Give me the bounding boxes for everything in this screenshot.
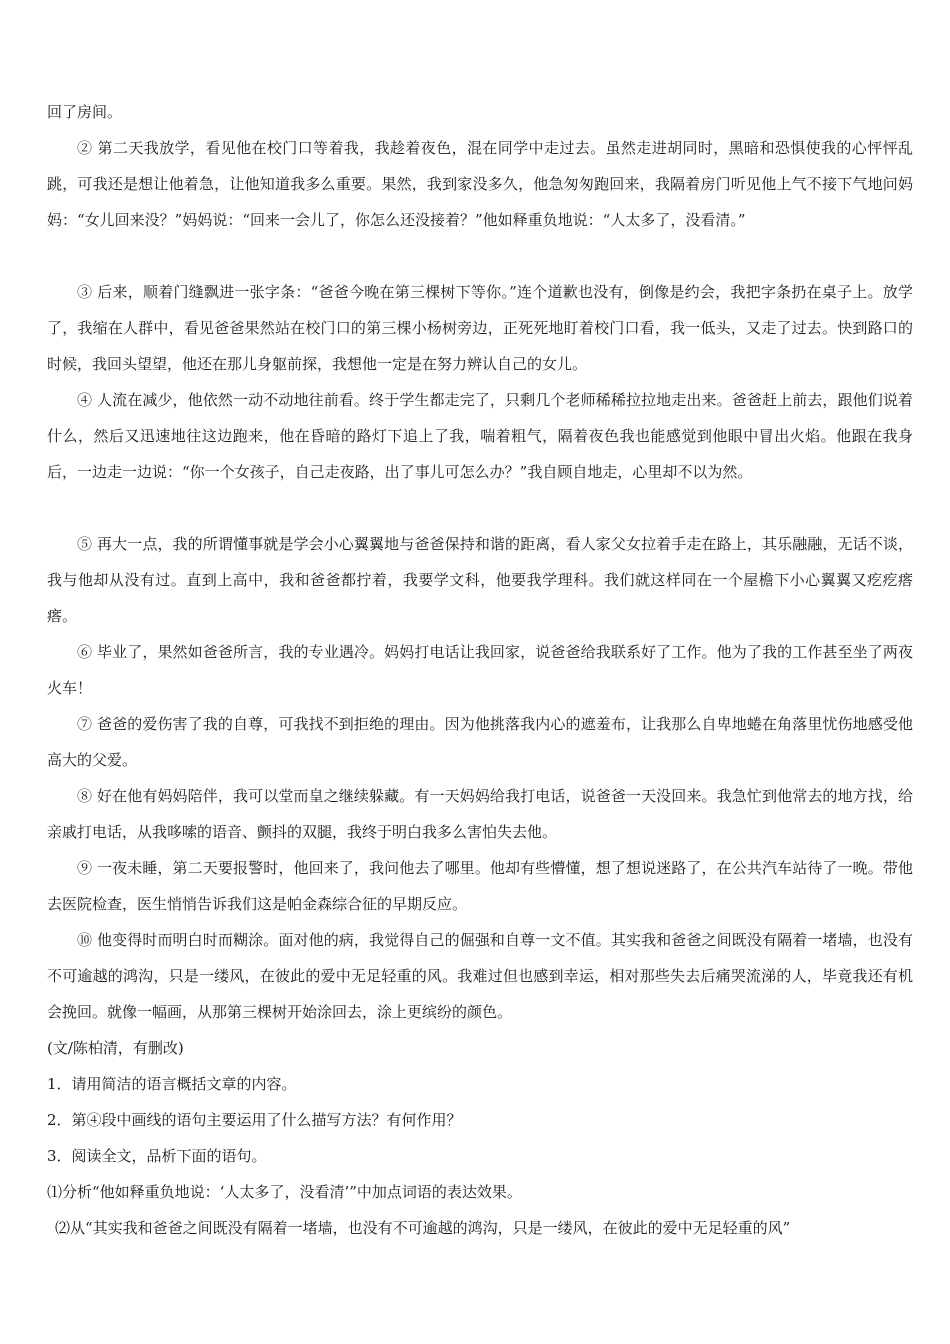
source-attribution: (文/陈柏清，有删改): [47, 1039, 184, 1057]
paragraph-3: ③ 后来，顺着门缝飘进一张字条：“爸爸今晚在第三棵树下等你。”连个道歉也没有，倒像是约会，我把字条扔在桌子上。放学了，我缩在人群中，看见爸爸果然站在校门口的第三棵小杨树旁边，正死死地盯着校门口看，我一低头，又走了过去。快到路口的时候，我回头望望，他还在那儿身躯前探，我想他一定是在努力辨认自己的女儿。: [47, 283, 913, 373]
paragraph-10: ⑩ 他变得时而明白时而糊涂。面对他的病，我觉得自己的倔强和自尊一文不值。其实我和爸爸之间既没有隔着一堵墙，也没有不可逾越的鸿沟，只是一缕风，在彼此的爱中无足轻重的风。我难过但也感到幸运，相对那些失去后痛哭流涕的人，毕竟我还有机会挽回。就像一幅画，从那第三棵树开始涂回去，涂上更缤纷的颜色。: [47, 931, 913, 1021]
paragraph-4: ④ 人流在减少，他依然一动不动地往前看。终于学生都走完了，只剩几个老师稀稀拉拉地走出来。爸爸赶上前去，跟他们说着什么，然后又迅速地往这边跑来，他在昏暗的路灯下追上了我，喘着粗气，隔着夜色我也能感觉到他眼中冒出火焰。他跟在我身后，一边走一边说：“你一个女孩子，自己走夜路，出了事儿可怎么办？”我自顾自地走，心里却不以为然。: [47, 391, 913, 481]
paragraph-2: ② 第二天我放学，看见他在校门口等着我，我趁着夜色，混在同学中走过去。虽然走进胡同时，黑暗和恐惧使我的心怦怦乱跳，可我还是想让他着急，让他知道我多么重要。果然，我到家没多久，他急匆匆跑回来，我隔着房门听见他上气不接下气地问妈妈：“女儿回来没？”妈妈说：“回来一会儿了，你怎么还没接着？”他如释重负地说：“人太多了，没看清。”: [47, 139, 913, 229]
paragraph-9: ⑨ 一夜未睡，第二天要报警时，他回来了，我问他去了哪里。他却有些懵懂，想了想说迷路了，在公共汽车站待了一晚。带他去医院检查，医生悄悄告诉我们这是帕金森综合征的早期反应。: [47, 859, 913, 913]
question-3-sub-2: ⑵从“其实我和爸爸之间既没有隔着一堵墙，也没有不可逾越的鸿沟，只是一缕风，在彼此的爱中无足轻重的风”: [55, 1219, 791, 1237]
question-3-sub-1: ⑴分析“他如释重负地说：‘人太多了，没看清’”中加点词语的表达效果。: [47, 1183, 522, 1201]
question-1: 1．请用简洁的语言概括文章的内容。: [47, 1075, 297, 1093]
paragraph-6: ⑥ 毕业了，果然如爸爸所言，我的专业遇冷。妈妈打电话让我回家，说爸爸给我联系好了工作。他为了我的工作甚至坐了两夜火车！: [47, 643, 913, 697]
paragraph-5: ⑤ 再大一点，我的所谓懂事就是学会小心翼翼地与爸爸保持和谐的距离，看人家父女拉着手走在路上，其乐融融，无话不谈，我与他却从没有过。直到上高中，我和爸爸都拧着，我要学文科，他要我学理科。我们就这样同在一个屋檐下小心翼翼又疙疙瘩瘩。: [47, 535, 913, 625]
paragraph-8: ⑧ 好在他有妈妈陪伴，我可以堂而皇之继续躲藏。有一天妈妈给我打电话，说爸爸一天没回来。我急忙到他常去的地方找，给亲戚打电话，从我哆嗦的语音、颤抖的双腿，我终于明白我多么害怕失去他。: [47, 787, 913, 841]
paragraph-7: ⑦ 爸爸的爱伤害了我的自尊，可我找不到拒绝的理由。因为他挑落我内心的遮羞布，让我那么自卑地蜷在角落里忧伤地感受他高大的父爱。: [47, 715, 913, 769]
paragraph-0: 回了房间。: [47, 103, 123, 121]
question-3: 3．阅读全文，品析下面的语句。: [47, 1147, 267, 1165]
question-2: 2．第④段中画线的语句主要运用了什么描写方法？有何作用？: [47, 1111, 462, 1129]
